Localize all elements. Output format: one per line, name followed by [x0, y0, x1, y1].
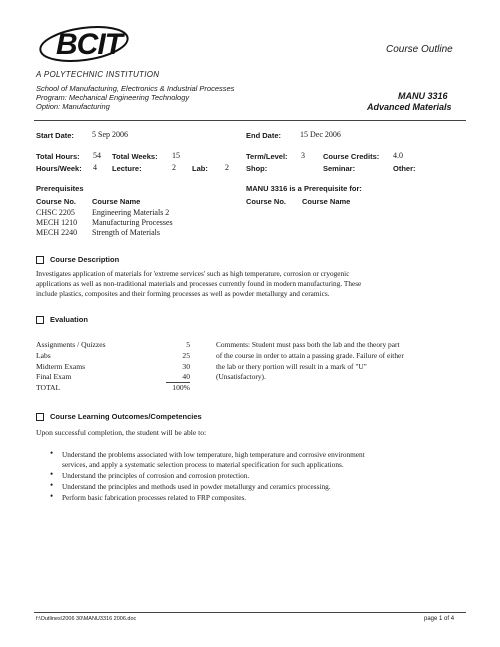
prereq-row-name: Engineering Materials 2 — [92, 208, 170, 217]
outcomes-intro: Upon successful completion, the student will be able to: — [36, 428, 207, 437]
total-hours-value: 54 — [93, 151, 101, 160]
school-name: School of Manufacturing, Electronics & Industrial Processes — [36, 84, 235, 93]
end-date-value: 15 Dec 2006 — [300, 130, 341, 139]
eval-item-value: 40 — [182, 372, 190, 381]
prereq-row-name: Strength of Materials — [92, 228, 160, 237]
course-title: Advanced Materials — [367, 102, 452, 112]
outcome-line: Perform basic fabrication processes related to FRP composites. — [62, 493, 247, 502]
hours-week-value: 4 — [93, 163, 97, 172]
other-label: Other: — [393, 164, 416, 173]
eval-total-value: 100% — [172, 383, 190, 392]
prereq-col-no: Course No. — [36, 197, 77, 206]
outcomes-heading: Course Learning Outcomes/Competencies — [50, 412, 202, 421]
eval-item-label: Final Exam — [36, 372, 72, 381]
bullet-icon: • — [50, 448, 54, 458]
evaluation-heading: Evaluation — [50, 315, 88, 324]
eval-item-label: Midterm Exams — [36, 362, 86, 371]
lecture-value: 2 — [172, 163, 176, 172]
bullet-icon: • — [50, 480, 54, 490]
prereq-for-col-name: Course Name — [302, 197, 351, 206]
end-date-label: End Date: — [246, 131, 282, 140]
option-name: Option: Manufacturing — [36, 102, 110, 111]
eval-item-value: 30 — [182, 362, 190, 371]
section-checkbox-icon — [36, 256, 44, 264]
prereq-row-no: MECH 1210 — [36, 218, 78, 227]
eval-item-label: Assignments / Quizzes — [36, 340, 106, 349]
prerequisites-heading: Prerequisites — [36, 184, 84, 193]
section-checkbox-icon — [36, 316, 44, 324]
prereq-for-col-no: Course No. — [246, 197, 287, 206]
start-date-label: Start Date: — [36, 131, 74, 140]
footer-page: page 1 of 4 — [424, 616, 455, 622]
description-line: Investigates application of materials for 'extreme services' such as high temperature, corrosion or cryogenic — [36, 269, 350, 278]
eval-comment-line: of the course in order to attain a passing grade. Failure of either — [216, 351, 404, 360]
section-checkbox-icon — [36, 413, 44, 421]
program-name: Program: Mechanical Engineering Technology — [36, 93, 190, 102]
shop-label: Shop: — [246, 164, 268, 173]
eval-total-label: TOTAL — [36, 383, 61, 392]
term-value: 3 — [301, 151, 305, 160]
prereq-row-no: MECH 2240 — [36, 228, 78, 237]
credits-value: 4.0 — [393, 151, 403, 160]
bullet-icon: • — [50, 469, 54, 479]
logo-text: BCIT — [56, 28, 122, 61]
total-weeks-value: 15 — [172, 151, 180, 160]
outcome-line: services, and apply a systematic selection process to material specification for such applications. — [62, 460, 344, 469]
total-hours-label: Total Hours: — [36, 152, 80, 161]
prereq-row-name: Manufacturing Processes — [92, 218, 173, 227]
description-heading: Course Description — [50, 255, 120, 264]
footer-file: f:\Outlines\2006 30\MANU3316 2006.doc — [36, 616, 137, 622]
bullet-icon: • — [50, 491, 54, 501]
tagline: A POLYTECHNIC INSTITUTION — [36, 70, 160, 79]
credits-label: Course Credits: — [323, 152, 380, 161]
bcit-logo — [38, 22, 130, 66]
doc-type: Course Outline — [386, 44, 453, 55]
total-weeks-label: Total Weeks: — [112, 152, 158, 161]
seminar-label: Seminar: — [323, 164, 356, 173]
start-date-value: 5 Sep 2006 — [92, 130, 128, 139]
outcome-line: Understand the problems associated with low temperature, high temperature and corrosive environment — [62, 450, 365, 459]
hours-week-label: Hours/Week: — [36, 164, 82, 173]
eval-item-value: 25 — [182, 351, 190, 360]
eval-item-value: 5 — [186, 340, 190, 349]
divider-bottom — [34, 612, 466, 613]
outcome-line: Understand the principles of corrosion and corrosion protection. — [62, 471, 250, 480]
prereq-row-no: CHSC 2205 — [36, 208, 75, 217]
lecture-label: Lecture: — [112, 164, 142, 173]
course-code: MANU 3316 — [398, 91, 448, 101]
eval-item-label: Labs — [36, 351, 51, 360]
eval-comment-line: the lab or thery portion will result in a mark of "U" — [216, 362, 367, 371]
lab-label: Lab: — [192, 164, 208, 173]
term-label: Term/Level: — [246, 152, 288, 161]
eval-comment-line: Comments: Student must pass both the lab and the theory part — [216, 340, 400, 349]
description-line: include plastics, composites and their forming processes as well as powder metallurgy and ceramics. — [36, 289, 330, 298]
outcome-line: Understand the principles and methods used in powder metallurgy and ceramics processing. — [62, 482, 331, 491]
lab-value: 2 — [225, 163, 229, 172]
eval-comment-line: (Unsatisfactory). — [216, 372, 266, 381]
description-line: applications as well as non-traditional materials and processes currently found in modern manufacturing. These — [36, 279, 362, 288]
prereq-for-heading: MANU 3316 is a Prerequisite for: — [246, 184, 362, 193]
divider-top — [34, 120, 466, 121]
prereq-col-name: Course Name — [92, 197, 141, 206]
